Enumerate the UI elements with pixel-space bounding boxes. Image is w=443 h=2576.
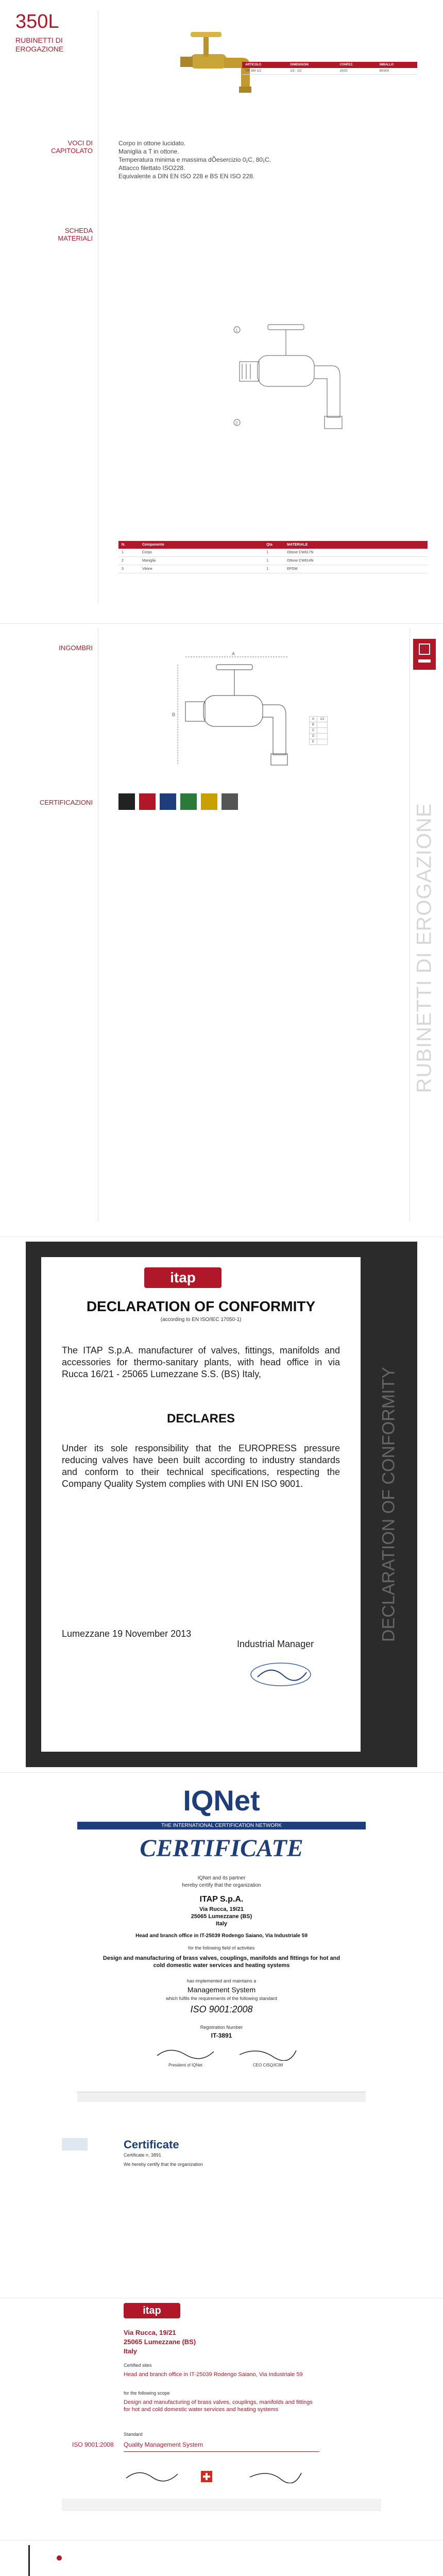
page-5-certificate: [62, 2138, 381, 2287]
vertical-title-text: DECLARATION OF CONFORMITY: [379, 1367, 399, 1642]
spec-header: ARTICOLO: [242, 62, 287, 68]
signature-left: [155, 2045, 216, 2061]
signature-stamp: [247, 1659, 314, 1690]
table-row: [310, 722, 328, 728]
dim-cell: 1/2: [317, 717, 327, 722]
materials-table: [118, 541, 428, 573]
itap-logo-text: itap: [170, 1269, 196, 1285]
mat-cell: Ottone CW617N: [284, 549, 428, 557]
cert-standard: ISO 9001:2008: [190, 2004, 253, 2014]
cert-address: 25065 Lumezzane (BS): [191, 1913, 252, 1920]
cert-mark-icon: [62, 2138, 88, 2150]
page-separator: [0, 1772, 443, 1773]
cert-address: Via Rucca, 19/21: [124, 2329, 176, 2336]
dim-cell: [317, 728, 327, 734]
declaration-paragraph: The ITAP S.p.A. manufacturer of valves, fittings, manifolds and accessories for thermo-sanitary plants, with head office in via Rucca 16/21 - 25065 Lumezzane S.S. (BS) Italy,: [62, 1345, 340, 1379]
declaration-subtitle: (according to EN ISO/IEC 17050-1): [160, 1317, 242, 1323]
table-row: [242, 68, 417, 75]
table-row: [310, 739, 328, 745]
spec-cell: TIP 350 1/2: [242, 68, 287, 75]
iqnet-subtitle: THE INTERNATIONAL CERTIFICATION NETWORK: [77, 1822, 366, 1829]
cert-line: which fulfils the requirements of the following standard: [165, 1996, 278, 2001]
cert-mgmt: Management System: [187, 1986, 256, 1994]
table-row: [118, 557, 428, 565]
capitolato-label: VOCI DI CAPITOLATO: [51, 139, 93, 155]
dim-cell: C: [310, 728, 317, 734]
product-code: 350L: [15, 11, 59, 32]
spec-header: DIMENSIONI: [287, 62, 336, 68]
capitolato-line: Temperatura minima e massima dÕesercizio 0¡C, 80¡C.: [118, 156, 271, 163]
mat-cell: 1: [263, 549, 284, 557]
cert-logo-icon: [201, 793, 217, 810]
mat-cell: 2: [118, 557, 139, 565]
cert-line: for the following field of activities: [188, 1945, 255, 1951]
svg-text:1: 1: [235, 328, 238, 333]
cert-address: Italy: [124, 2347, 138, 2355]
page2-vertical-title: [413, 685, 436, 1211]
spec-header: CONFEZ.: [336, 62, 376, 68]
mat-header: N.: [118, 541, 139, 549]
cert-line: IQNet and its partner: [197, 1875, 246, 1881]
page6-marker-icon: [57, 2555, 62, 2561]
ingombri-label: INGOMBRI: [59, 644, 93, 652]
cert-logo-icon: [118, 793, 135, 810]
certificate-word: Certificate: [124, 2138, 179, 2151]
svg-text:2: 2: [235, 421, 238, 426]
cert-heads: Head and branch office in IT-25039 Rodengo Saiano, Via Industriale 59: [135, 1933, 308, 1939]
signature-right: [247, 2468, 304, 2483]
declaration-sheet: [41, 1257, 361, 1752]
dim-cell: A: [310, 717, 317, 722]
page-separator: [0, 623, 443, 624]
mat-header: MATERIALE: [284, 541, 428, 549]
dim-cell: B: [310, 722, 317, 728]
capitolato-line: Equivalente a DIN EN ISO 228 e BS EN ISO 228.: [118, 173, 255, 180]
table-row: [310, 717, 328, 722]
cert-system: Quality Management System: [124, 2441, 203, 2448]
cert-logo-icon: [160, 793, 176, 810]
vertical-title-text: RUBINETTI DI EROGAZIONE: [413, 803, 436, 1093]
cert-rule: [124, 2451, 319, 2452]
svg-text:B: B: [172, 712, 176, 717]
page-2: [0, 629, 443, 1231]
cert-heads: Head and branch office in IT-25039 Rodengo Saiano, Via Industriale 59: [124, 2371, 303, 2378]
capitolato-text: [118, 139, 407, 180]
place-date: Lumezzane 19 November 2013: [62, 1629, 192, 1639]
signature-left: [124, 2468, 180, 2483]
page-4: [77, 1783, 366, 2287]
certificate-title: CERTIFICATE: [140, 1835, 303, 1862]
cert-address: 25065 Lumezzane (BS): [124, 2338, 196, 2346]
mat-cell: 3: [118, 565, 139, 573]
dim-table: [309, 716, 328, 745]
dim-cell: E: [310, 739, 317, 745]
cert-standard-label: Standard: [124, 2432, 143, 2437]
technical-drawing: [222, 314, 345, 443]
spec-cell: 10/10: [336, 68, 376, 75]
spec-table-wrapper: [242, 62, 417, 75]
cert-logo-icon: [180, 793, 197, 810]
cert-logos-row: [118, 793, 252, 814]
itap-tab-logo: [413, 639, 436, 670]
declaration-title: DECLARATION OF CONFORMITY: [86, 1298, 316, 1314]
spec-cell: 60/300: [377, 68, 417, 75]
iqnet-logo-text: IQNet: [183, 1784, 260, 1817]
mat-cell: Ottone CW614N: [284, 557, 428, 565]
mat-cell: Corpo: [139, 549, 263, 557]
swiss-flag-icon: [201, 2471, 212, 2482]
page-6: [0, 2545, 443, 2576]
dim-cell: [317, 722, 327, 728]
cert-company: ITAP S.p.A.: [199, 1895, 244, 1904]
dim-table-wrapper: [309, 716, 328, 745]
cert-reg-number: IT-3891: [211, 2032, 232, 2039]
table-row: [118, 565, 428, 573]
dimension-drawing: [170, 649, 294, 778]
table-row: [118, 549, 428, 557]
dim-cell: [317, 734, 327, 739]
cert-line: has implemented and maintains a: [186, 1978, 257, 1984]
footer-strip: [62, 2499, 381, 2511]
itap-logo: [144, 1267, 222, 1288]
mat-cell: EPDM: [284, 565, 428, 573]
spec-table: [242, 62, 417, 75]
iqnet-members-strip: [77, 2092, 366, 2102]
mat-cell: 1: [263, 557, 284, 565]
svg-text:A: A: [232, 651, 235, 656]
page-separator: [0, 1236, 443, 1237]
certificazioni-label: CERTIFICAZIONI: [39, 799, 93, 806]
cert-reg-label: Registration Number: [200, 2025, 243, 2030]
cert-standard: ISO 9001:2008: [72, 2441, 114, 2448]
declaration-paragraph: Under its sole responsibility that the EUROPRESS pressure reducing valves have been built according to industry standards and conform to their technical specifications, respecting the Company Quality System complies with UNI EN ISO 9001.: [62, 1443, 340, 1489]
dim-cell: [317, 739, 327, 745]
mat-cell: Maniglia: [139, 557, 263, 565]
cert-line: hereby certify that the organization: [182, 1883, 261, 1888]
table-row: [310, 728, 328, 734]
cert-number: Certificate n. 3891: [124, 2153, 162, 2158]
product-title: RUBINETTI DI EROGAZIONE: [15, 36, 64, 53]
spec-cell: 1/2 - 1/2: [287, 68, 336, 75]
mat-header: Qta: [263, 541, 284, 549]
ceo-label: CEO CISQ/ICIM: [252, 2063, 283, 2067]
cert-heads-label: Certified sites: [124, 2363, 152, 2368]
cert-logo-icon: [222, 793, 238, 810]
capitolato-line: Maniglia a T in ottone.: [118, 148, 179, 155]
dim-cell: D: [310, 734, 317, 739]
page-5: [62, 2303, 381, 2530]
page-3: [26, 1242, 417, 1767]
signature-right: [237, 2045, 299, 2061]
cert-field-label: for the following scope: [124, 2391, 170, 2396]
mat-cell: 1: [263, 565, 284, 573]
cert-logo-icon: [139, 793, 156, 810]
cert-activities: Design and manufacturing of brass valves, couplings, manifolds and fittings for hot and cold domestic water services and heating systems: [103, 1955, 340, 1969]
materials-table-wrapper: [118, 541, 428, 573]
page6-left-bar: [28, 2545, 30, 2576]
cert-field: Design and manufacturing of brass valves, couplings, manifolds and fittings for hot and cold domestic water services and heating systems: [124, 2399, 313, 2413]
declares-heading: DECLARES: [166, 1412, 235, 1426]
signatory-label: Industrial Manager: [237, 1639, 314, 1649]
itap-logo-small: [124, 2303, 180, 2318]
capitolato-line: Corpo in ottone lucidato.: [118, 140, 186, 147]
cert-address: Italy: [215, 1921, 227, 1927]
mat-cell: Vitone: [139, 565, 263, 573]
itap-logo-text: itap: [143, 2305, 161, 2316]
page-1: [0, 0, 443, 618]
spec-header: IMBALLO: [377, 62, 417, 68]
materiali-label: SCHEDA MATERIALI: [58, 227, 93, 242]
mat-cell: 1: [118, 549, 139, 557]
table-row: [310, 734, 328, 739]
page3-vertical-title: [366, 1257, 412, 1752]
cert-address: Via Rucca, 19/21: [199, 1906, 244, 1912]
iqnet-logo: [160, 1783, 283, 1819]
capitolato-line: Attacco filettato ISO228.: [118, 164, 185, 172]
president-label: President of IQNet: [168, 2063, 202, 2067]
cert-intro: We hereby certify that the organization: [124, 2162, 203, 2167]
mat-header: Componente: [139, 541, 263, 549]
